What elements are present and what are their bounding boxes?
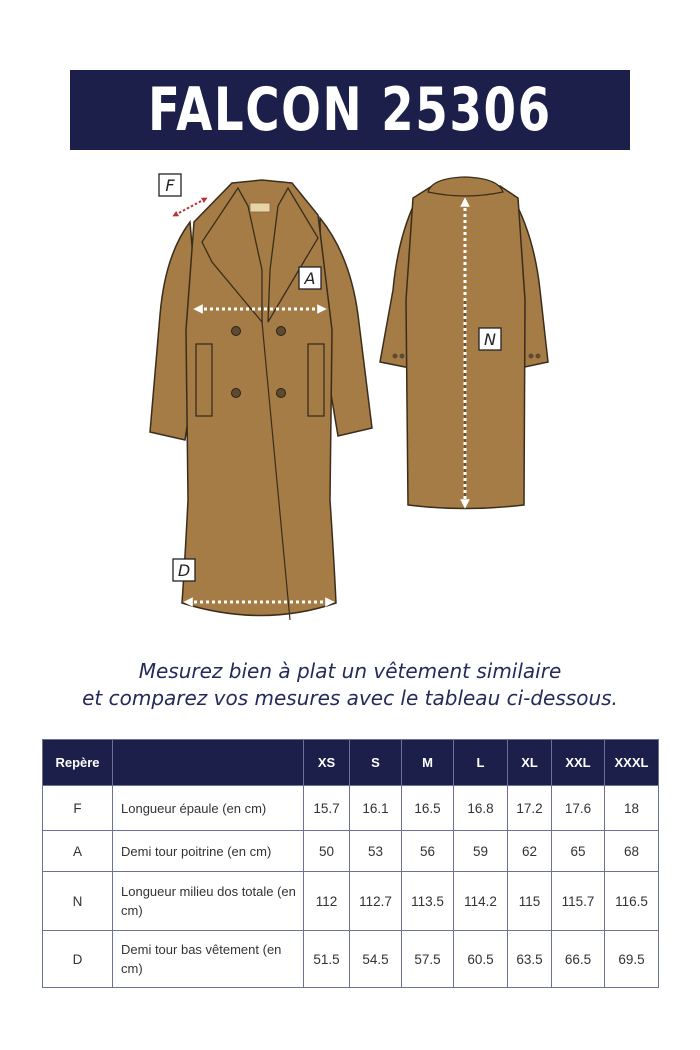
size-value: 69.5 — [605, 931, 659, 988]
size-value: 115 — [508, 872, 552, 931]
coat-button — [232, 327, 241, 336]
coat-back-collar — [428, 177, 503, 196]
size-value: 63.5 — [508, 931, 552, 988]
size-value: 66.5 — [552, 931, 605, 988]
coat-front-pocket-right — [308, 344, 324, 416]
marker-f — [159, 174, 181, 196]
size-table-header — [43, 740, 659, 786]
size-value: 59 — [454, 831, 508, 872]
size-value: 50 — [304, 831, 350, 872]
size-value: 17.6 — [552, 786, 605, 831]
marker-d-label: D — [177, 561, 191, 580]
size-value: 53 — [350, 831, 402, 872]
coat-button — [277, 327, 286, 336]
page-title: FALCON 25306 — [148, 75, 552, 145]
size-value: 16.8 — [454, 786, 508, 831]
size-table — [42, 739, 659, 988]
row-marker: D — [43, 931, 113, 988]
size-value: 18 — [605, 786, 659, 831]
size-value: 62 — [508, 831, 552, 872]
row-description: Demi tour poitrine (en cm) — [113, 831, 304, 872]
marker-n-label: N — [484, 330, 496, 349]
row-marker: N — [43, 872, 113, 931]
instructions-line-2: et comparez vos mesures avec le tableau ci-dessous. — [82, 686, 618, 710]
marker-d — [173, 559, 195, 581]
table-row — [43, 872, 659, 931]
size-value: 60.5 — [454, 931, 508, 988]
marker-a-label: A — [304, 269, 316, 288]
coat-button — [529, 354, 534, 359]
header-marker: Repère — [43, 740, 113, 786]
size-value: 114.2 — [454, 872, 508, 931]
size-value: 54.5 — [350, 931, 402, 988]
row-description: Longueur milieu dos totale (en cm) — [113, 872, 304, 931]
table-row — [43, 831, 659, 872]
size-value: 113.5 — [402, 872, 454, 931]
size-value: 116.5 — [605, 872, 659, 931]
size-value: 17.2 — [508, 786, 552, 831]
coat-button — [277, 389, 286, 398]
size-value: 112 — [304, 872, 350, 931]
row-description: Longueur épaule (en cm) — [113, 786, 304, 831]
row-marker: A — [43, 831, 113, 872]
size-value: 65 — [552, 831, 605, 872]
header-description — [113, 740, 304, 786]
header-size: M — [402, 740, 454, 786]
row-description: Demi tour bas vêtement (en cm) — [113, 931, 304, 988]
marker-f-label: F — [165, 176, 175, 195]
size-value: 56 — [402, 831, 454, 872]
size-value: 16.5 — [402, 786, 454, 831]
measure-instructions — [0, 658, 700, 712]
coat-button — [393, 354, 398, 359]
coat-button — [536, 354, 541, 359]
coat-button — [400, 354, 405, 359]
size-value: 51.5 — [304, 931, 350, 988]
size-value: 16.1 — [350, 786, 402, 831]
size-value: 115.7 — [552, 872, 605, 931]
table-row — [43, 931, 659, 988]
coat-illustration — [0, 160, 700, 640]
coat-front — [150, 180, 372, 620]
instructions-line-1: Mesurez bien à plat un vêtement similaire — [138, 659, 562, 683]
coat-front-label — [250, 203, 270, 212]
coat-button — [232, 389, 241, 398]
title-banner — [70, 70, 630, 150]
header-size: L — [454, 740, 508, 786]
size-value: 57.5 — [402, 931, 454, 988]
coat-front-pocket-left — [196, 344, 212, 416]
row-marker: F — [43, 786, 113, 831]
size-value: 112.7 — [350, 872, 402, 931]
size-value: 68 — [605, 831, 659, 872]
size-value: 15.7 — [304, 786, 350, 831]
header-size: XS — [304, 740, 350, 786]
header-size: S — [350, 740, 402, 786]
table-row — [43, 786, 659, 831]
marker-n — [479, 328, 501, 350]
marker-a — [299, 267, 321, 289]
header-size: XXXL — [605, 740, 659, 786]
header-size: XXL — [552, 740, 605, 786]
measure-arrow-f — [175, 199, 205, 215]
header-size: XL — [508, 740, 552, 786]
